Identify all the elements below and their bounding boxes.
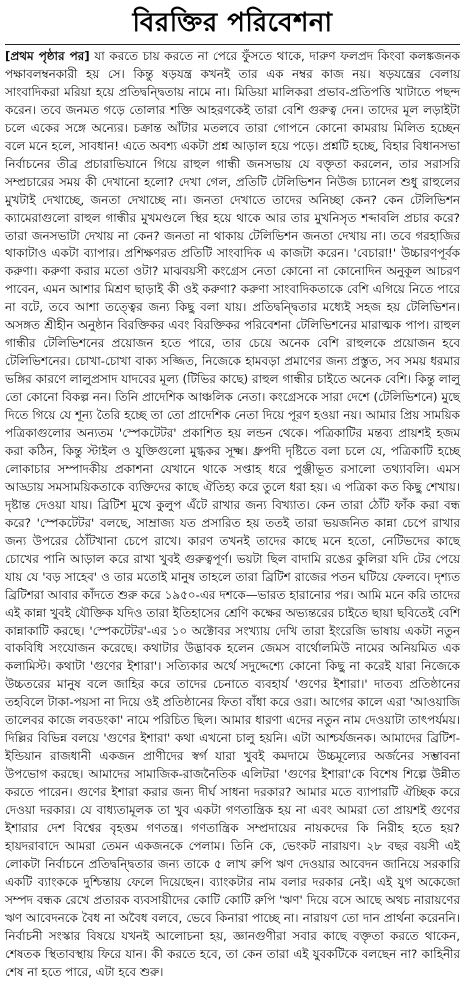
article-body (5, 48, 460, 982)
paragraph-text: যা করতে চায় করতে না পেরে ফুঁসতে থাকে, দারুণ ফলপ্রদ কিংবা কলঙ্কজনক পক্ষাবলম্বনকারী হয় সে। কিন্তু ষড়যন্ত্র কখনই তার এক নম্বর কাজ নয়। ষড়যন্ত্রের বেলায় সাংবাদিকরা মরিয়া হয়ে প্রতিদ্বন্দ্বিতায় নামে না। মিডিয়া মালিকরা প্রভাব-প্রতিপত্তি খাটাতে পছন্দ করেন। তবে জনমত গড়ে তোলার শক্তি আহরণকেই তারা বেশি গুরুত্ব দেন। তাদের মূল লড়াইটা চলে একের সঙ্গে অন্যের। চক্রান্ত আঁটার মতলবে তারা গোপনে কোনো কামরায় মিলিত হচ্ছেন বলে মনে হলে, সাবধান! এতে অবশ্য একটা প্রশ্ন আড়াল হয়ে পড়ে। প্রশ্নটি হচ্ছে, বিহার বিধানসভা নির্বাচনের তীব্র প্রচারাভিযানে গিয়ে রাহুল গান্ধী জনসভায় যে বক্তৃতা করলেন, তার সরাসরি সম্প্রচারের সময় কী দেখানো হলো? দেখা গেল, প্রতিটি টেলিভিশন নিউজ চ্যানেল শুধু রাহুলের মুখটাই দেখাচ্ছে, জনতা দেখাচ্ছে না। জনতা দেখাতে তাদের অনিচ্ছা কেন? কেন টেলিভিশন ক্যামেরাগুলো রাহুল গান্ধীর মুখমণ্ডলে স্থির হয়ে থাকে আর তার মুখনিসৃত শব্দাবলি প্রচার করে? তারা জনসভাটা দেখায় না কেন? জনতা না থাকায় টেলিভিশন জনতা দেখায় না। তবে গরহাজির থাকাটাও একটা ব্যাপার। প্রশিক্ষণরত প্রতিটি সাংবাদিক এ কাজটা করেন। 'বেচারা!' উচ্চারণপূর্বক করুণা। করুণা করার মতো ওটা? মাঝবয়সী কংগ্রেস নেতা কোনো না কোনোদিন অনুকূল আচরণ পাবেন, এমন আশার মিশ্রণ ছাড়াই কী ওই করুণা? করুণা সাংবাদিকতাকে বেশি এগিয়ে নিতে পারে না বটে, তবে আশা তত্ত্বের জন্য কিছু বলা যায়। প্রতিদ্বন্দ্বিতার মধ্যেই সহজ হয় টেলিভিশন। অসঙ্গত শ্রীহীন অনুষ্ঠান বিরক্তিকর এবং বিরক্তিকর পরিবেশনা টেলিভিশনের মারাত্মক পাপ। রাহুল গান্ধীর টেলিভিশনের প্রয়োজন হতে পারে, তার চেয়ে অনেক বেশি রাহুলকে প্রয়োজন হবে টেলিভিশনের। চোখা-চোখা বাক্য সজ্জিত, নিজেকে হামবড়া প্রমাণের জন্য প্রস্তুত, সব সময় ধরমার ভঙ্গির কারণে লালুপ্রসাদ যাদবের মূল্য (টিভির কাছে) রাহুল গান্ধীর চাইতে অনেক বেশি। কিন্তু লালু তো কোনো বিকল্প নন। তিনি প্রাদেশিক আঞ্চলিক নেতা। কংগ্রেসকে সারা দেশে (টেলিভিশনে) মুছে দিতে গিয়ে যে শূন্য তৈরি হচ্ছে তা তো প্রাদেশিক নেতা দিয়ে পূরণ হওয়া নয়। আমার প্রিয় সাময়িক পত্রিকাগুলোর অন্যতম 'স্পেকটেটর' প্রকাশিত হয় লন্ডন থেকে। পত্রিকাটির মন্তব্য প্রায়শই হজম করা কঠিন, কিন্তু স্টাইল ও যুক্তিগুলো মুগ্ধকর সূক্ষ্ম। ধ্রুপদী দৃষ্টিতে বলা চলে যে, পত্রিকাটি হচ্ছে লোকাচার সম্পাদকীয় প্রকাশনা যেখানে থাকে সপ্তাহ ধরে পুঞ্জীভূত রসালো তথ্যাবলি। এমস আড্ডায় সমসাময়িকতাকে ব্যক্তিদের কাছে ঐতিহ্য করে তুলে ধরা হয়। এ পত্রিকা কত কিছু শেখায়। দৃষ্টান্ত দেওয়া যায়। ব্রিটিশ মুখে কুলুপ এঁটে রাখার জন্য বিখ্যাত। কেন তারা ঠোঁট ফাঁক করা বন্ধ করে? 'স্পেকটেটর' বলছে, সাম্রাজ্য যত প্রসারিত হয় ততই তারা ভয়জনিত কান্না চেপে রাখার জন্য উপরের ঠোঁটখানা চেপে রাখে। কারণ তখনই তাদের কাছে মনে হতো, নেটিভদের কাছে চোখের পানি আড়াল করে রাখা খুবই গুরুত্বপূর্ণ। ভয়টা ছিল বাদামি রঙের কুলিরা যদি টের পেয়ে যায় যে 'বড় সাহেব' ও তার মতোই মানুষ তাহলে তারা ব্রিটিশ রাজের পতন ঘটিয়ে ফেলবে। দৃশ্যত ব্রিটিশরা আবার কাঁদতে শুরু করে ১৯৫০-এর দশকে—ভারত হারানোর পর। আমি মনে করি তাদের এই কান্না খুবই যৌক্তিক যদিও তারা ইতিহাসের শ্রেণি কক্ষের অভ্যন্তরের চাইতে ছায়া ছবিতেই বেশি কান্নাকাটি করছে। 'স্পেকটেটর'-এর ১০ অক্টোবর সংখ্যায় দেখি তারা ইংরেজি ভাষায় একটা নতুন বাকবিধি সংযোজন করেছে। কথাটার উদ্ভাবক হলেন জেমস বার্থোলমিউ নামের অনিয়মিত এক কলামিস্ট। কথাটা 'গুণের ইশারা'। সত্যিকার অর্থে সদুদ্দেশ্যে কোনো কিছু না করেই যারা নিজেকে উচ্চতরের মানুষ বলে জাহির করে তাদের চেনাতে ব্যবহার্য 'গুণের ইশারা।' দাতব্য প্রতিষ্ঠানের তহবিলে টাকা-পয়সা না দিয়ে ওই প্রতিষ্ঠানের ফিতা বাঁধা করে ওরা। আগের কালে এরা 'আওয়াজি তালেবর কাজে লবডংকা' নামে পরিচিত ছিল। আমার ধারণা এদের নতুন নাম দেওয়াটা তাৎপর্যময়। দিল্লির বিভিন্ন বলয়ে 'গুণের ইশারা' কথা এখনো চালু হয়নি। এটা আশ্চর্যজনক। আমাদের ব্রিটিশ-ইন্ডিয়ান রাজধানী একজন প্রাণীদের স্বর্গ যারা খুবই কমদামে উচ্চমূল্যের অর্জনের সম্ভাবনা উপভোগ করছে। আমাদের সামাজিক-রাজনৈতিক এলিটরা 'গুণের ইশারা'কে বিশেষ শিল্পে উন্নীত করতে পারেন। গুণের ইশারা করার জন্য দীর্ঘ সাধনা দরকার? আমার মতে ব্যাপারটি ঐচ্ছিক করে দেওয়া দরকার। যে বাধ্যতামূলক তা খুব একটা গণতান্ত্রিক হয় না এবং আমরা তো প্রায়শই গুণের ইশারার দেশ বিশ্বের বৃহত্তম গণতন্ত্র। গণতান্ত্রিক সম্প্রদায়ের নায়কদের কি নিরীহ হতে হয়? হায়দরাবাদে আমরা তেমন একজনকে পেলাম। তিনি কে, ভেংকট নারায়ণ। ২৮ বছর বয়সী এই লোকটা নির্বাচনে প্রতিদ্বন্দ্বিতার জন্য তাকে ৫ লাখ রুপি ঋণ দেওয়ার আবেদন জানিয়ে সরকারি একটি ব্যাংককে দুশ্চিন্তায় ফেলে দিয়েছেন। ব্যাংকটার নাম বলার দরকার নেই। এই যুগ অকেজো সম্পদ বন্ধক রেখে প্রতারক ব্যবসায়ীদের কোটি কোটি রুপি 'ঋণ' দিয়ে বসে আছে অথচ নারায়ণের ঋণ আবেদনকে বৈধ না অবৈধ বলবে, ভেবে কিনারা পাচ্ছে না। নারায়ণ তো দান প্রার্থনা করেননি। নির্বাচনী সংস্কার বিষয়ে যখনই আলোচনা হয়, জ্ঞানগুণীরা সবার কাছে বক্তৃতা করতে থাকেন, শেষতক স্থিতাবস্থায় ফিরে যান। কী করতে হবে, তা কেন তারা এই যুবকটিকে বলছেন না? কাহিনীর শেষ না হতে পারে, এটা হবে শুরু। (5, 49, 460, 979)
continued-from-reference: [প্রথম পৃষ্ঠার পর] (5, 49, 90, 63)
headline: বিরক্তির পরিবেশনা (132, 8, 333, 38)
headline-block (5, 4, 460, 45)
article-paragraph (5, 48, 460, 982)
